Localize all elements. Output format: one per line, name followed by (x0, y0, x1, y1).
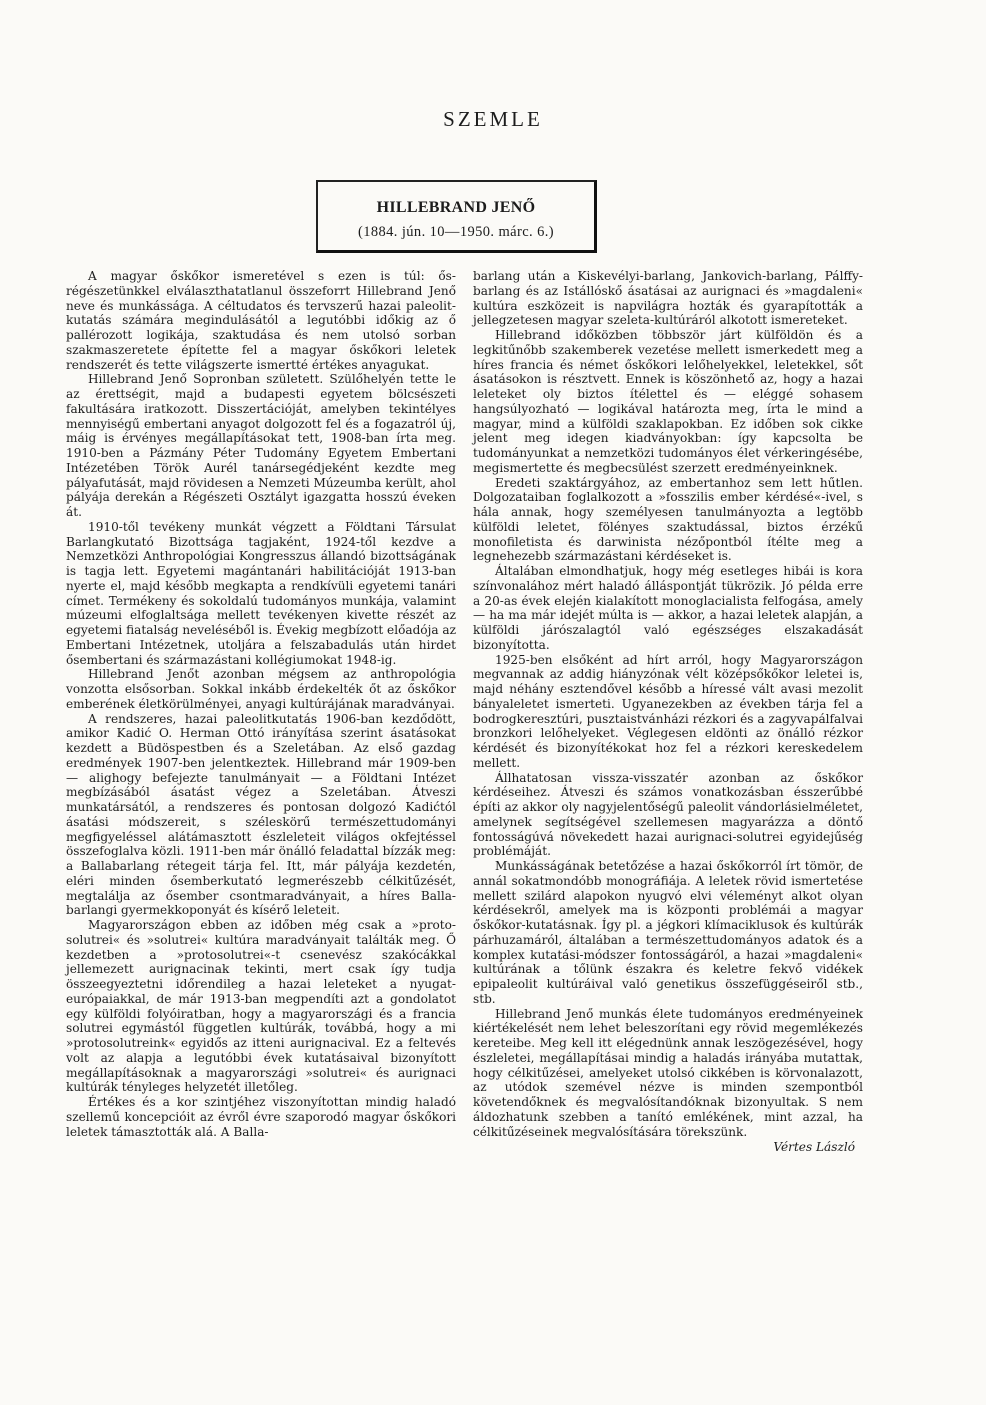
paragraph: Magyarországon ebben az időben még csak a »protosolutrei« és »solutrei« kultúra maradványait találták meg. Ő kezdetben a »protosolutrei«-t csenevész szakócákkal jellemezett aurignacinak tekinti, mert csak így tudja összeegyeztetni időrendileg a hazai leleteket a nyugateurópaiakkal, de már 1913-ban megpendíti azt a gondolatot egy külföldi folyóiratban, hogy a magyarországi és a francia solutrei egymástól független kultúrák, továbbá, hogy a mi »protosolutreink« egyidős az itteni aurignacival. Ez a feltevés volt az alapja a legutóbbi évek kutatásaival bizonyított megállapításoknak a magyarországi »solutrei« és aurignaci kultúrák tényleges helyzetét illetőleg. (66, 918, 456, 1095)
author-signature: Vértes László (773, 1140, 855, 1155)
right-column (473, 269, 863, 1155)
paragraph: Munkásságának betetőzése a hazai őskőkorról írt tömör, de annál sokatmondóbb monográfiája. A leletek rövid ismertetése mellett szilárd alapokon nyugvó elvi véleményt alkot olyan kérdésekről, amelyek ma is központi problémái a magyar őskőkor-kutatásnak. Így pl. a jégkori klímaciklusok és kultúrák párhuzamáról, általában a természettudományos adatok és a komplex kutatási-módszer fontosságáról, a hazai »magdaleni« kultúrának a tőlünk északra és keletre fekvő vidékek epipaleolit kultúráival való genetikus összefüggéseiről stb., stb. (473, 859, 863, 1006)
paragraph: 1910-től tevékeny munkát végzett a Földtani Társulat Barlangkutató Bizottsága tagjaként, 1924-től kezdve a Nemzetközi Anthropológiai Kongresszus állandó bizottságának is tagja lett. Egyetemi magántanári habilitációját 1913-ban nyerte el, majd később megkapta a rendkívüli egyetemi tanári címet. Termékeny és sokoldalú tudományos munkája, valamint múzeumi elfoglaltsága mellett tevékenyen kivette részét az egyetemi fiatalság neveléséből is. Évekig megbízott előadója az Embertani Intézetnek, utoljára a felszabadulás után hirdet ősembertani és származástani kollégiumokat 1948-ig. (66, 519, 456, 667)
paragraph: Eredeti szaktárgyához, az embertanhoz sem lett hűtlen. Dolgozataiban foglalkozott a »fosszilis ember kérdésé«-ivel, s hála annak, hogy személyesen tanulmányozta a legtöbb külföldi leletet, fölényes szaktudással, biztos érzékű monofiletista és darwinista nézőpontból ítélte meg a legnehezebb származástani kérdéseket is. (473, 475, 863, 564)
paragraph: 1925-ben elsőként ad hírt arról, hogy Magyarországon megvannak az addig hiányzónak vélt középsőkőkor leletei is, majd néhány esztendővel később a híressé vált avasi mezolit bányaleletet ismerteti. Ugyanezekben az években tárja fel a bodrogkeresztúri, pusztaistvánházi rézkori és a zagyvapálfalvai bronzkori lelőhelyeket. Véglegesen eldönti az önálló rézkor kérdését és bizonyítékokat hoz fel a rézkori kereskedelem mellett. (473, 652, 863, 770)
obituary-name: HILLEBRAND JENŐ (376, 199, 536, 216)
paragraph: barlang után a Kiskevélyi-barlang, Jankovich-barlang, Pálffy-barlang és az Istállóskő ásatásai az aurignaci és »magdaleni« kultúra eszközeit is napvilágra hozták és gyarapították a jellegzetesen magyar szeleta-kultúráról alkotott ismereteket. (473, 269, 863, 328)
paragraph: Hillebrand Jenő Sopronban született. Szülőhelyén tette le az érettségit, majd a budapesti egyetem bölcsészeti fakultására iratkozott. Disszertációját, amelyben tekintélyes mennyiségű embertani anyagot dolgozott fel és a fogazatról új, máig is érvényes megállapításokat tett, 1908-ban írta meg. 1910-ben a Pázmány Péter Tudomány Egyetem Embertani Intézetében Török Aurél tanársegédjeként kezdte meg pályafutását, majd rövidesen a Nemzeti Múzeumba került, ahol pályája derekán a Régészeti Osztályt igazgatta hosszú éveken át. (66, 372, 456, 519)
paragraph: A magyar őskőkor ismeretével s ezen is túl: ősrégészetünkkel elválaszthatatlanul összeforrt Hillebrand Jenő neve és munkássága. A céltudatos és tervszerű hazai paleolit-kutatás számára megindulásától a legutóbbi időkig az ő pallérozott logikája, szaktudása és nem utolsó sorban szakmaszeretete építette fel a magyar őskőkori leletek rendszerét és tette világszerte ismertté értékes anyagukat. (66, 269, 456, 372)
paragraph: Állhatatosan vissza-visszatér azonban az őskőkor kérdéseihez. Átveszi és számos vonatkozásban ésszerűbbé építi az akkor oly nagyjelentőségű paleolit vándorlásielméletet, amelynek segítségével szellemesen magyarázza a döntő fontosságúvá növekedett hazai aurignaci-solutrei egyidejűség problémáját. (473, 770, 863, 859)
obituary-title-box (316, 180, 597, 253)
paragraph: Értékes és a kor szintjéhez viszonyítottan mindig haladó szellemű koncepcióit az évről évre szaporodó magyar őskőkori leletek támasztották alá. A Balla- (66, 1095, 456, 1139)
paragraph: Hillebrand időközben többször járt külföldön és a legkitűnőbb szakemberek vezetése mellett ismerkedett meg a híres francia és német őskőkori lelőhelyekkel, leletekkel, sőt ásatásokon is résztvett. Ennek is köszönhető az, hogy a hazai leleteket oly biztos ítélettel és — eléggé sohasem hangsúlyozható — logikával határozta meg, írta le mind a magyar, mind a külföldi szaklapokban. Ez időben sok cikke jelent meg idegen kiadványokban: így kapcsolta be tudományunkat a nemzetközi tudományos élet vérkeringésébe, megismertette és megbecsülést szerzett eredményeinknek. (473, 328, 863, 475)
left-column (66, 269, 456, 1139)
paragraph: A rendszeres, hazai paleolitkutatás 1906-ban kezdődött, amikor Kadić O. Herman Ottó irányítása szerint ásatásokat kezdett a Büdöspestben és a Szeletában. Az első gazdag eredmények 1907-ben jelentkeztek. Hillebrand már 1909-ben — alighogy befejezte tanulmányait — a Földtani Intézet megbízásából ásatást végez a Szeletában. Átveszi munkatársától, a rendszeres és pontosan dolgozó Kadićtól ásatási módszereit, s széleskörű természettudományi megfigyeléssel alátámasztott észleleteit világos okfejtéssel összefoglalva közli. 1911-ben már önálló feladattal bízzák meg: a Ballabarlang rétegeit tárja fel. Itt, már pályája kezdetén, eléri minden ősemberkutató legmerészebb célkitűzését, megtalálja az ősember csontmaradványait, a híres Balla-barlangi gyermekkoponyát és kísérő leleteit. (66, 711, 456, 918)
obituary-dates: (1884. jún. 10—1950. márc. 6.) (357, 224, 555, 240)
paragraph: Általában elmondhatjuk, hogy még esetleges hibái is kora színvonalához mért haladó álláspontját tükrözik. Jó példa erre a 20-as évek elején kialakított monoglacialista felfogása, amely — ha ma már idejét múlta is — akkor, a hazai leletek alapján, a külföldi járószalagtól való egészséges elszakadását bizonyította. (473, 564, 863, 652)
paragraph: Hillebrand Jenő munkás élete tudományos eredményeinek kiértékelését nem lehet beleszorítani egy rövid megemlékezés kereteibe. Meg kell itt elégednünk annak leszögezésével, hogy észleletei, megállapításai mindig a haladás irányába mutattak, hogy célkitűzései, amelyeket utolsó cikkében is körvonalazott, az utódok szemével nézve is minden szempontból követendőknek és megvalósítandóknak bizonyultak. S nem áldozhatunk szebben a tanító emlékének, mint azzal, ha célkitűzéseinek megvalósítására törekszünk. (473, 1006, 863, 1139)
page-heading: SZEMLE (443, 107, 543, 132)
paragraph: Hillebrand Jenőt azonban mégsem az anthropológia vonzotta elsősorban. Sokkal inkább érdekelték őt az őskőkor emberének életkörülményei, anyagi kultúrájának maradványai. (66, 667, 456, 711)
